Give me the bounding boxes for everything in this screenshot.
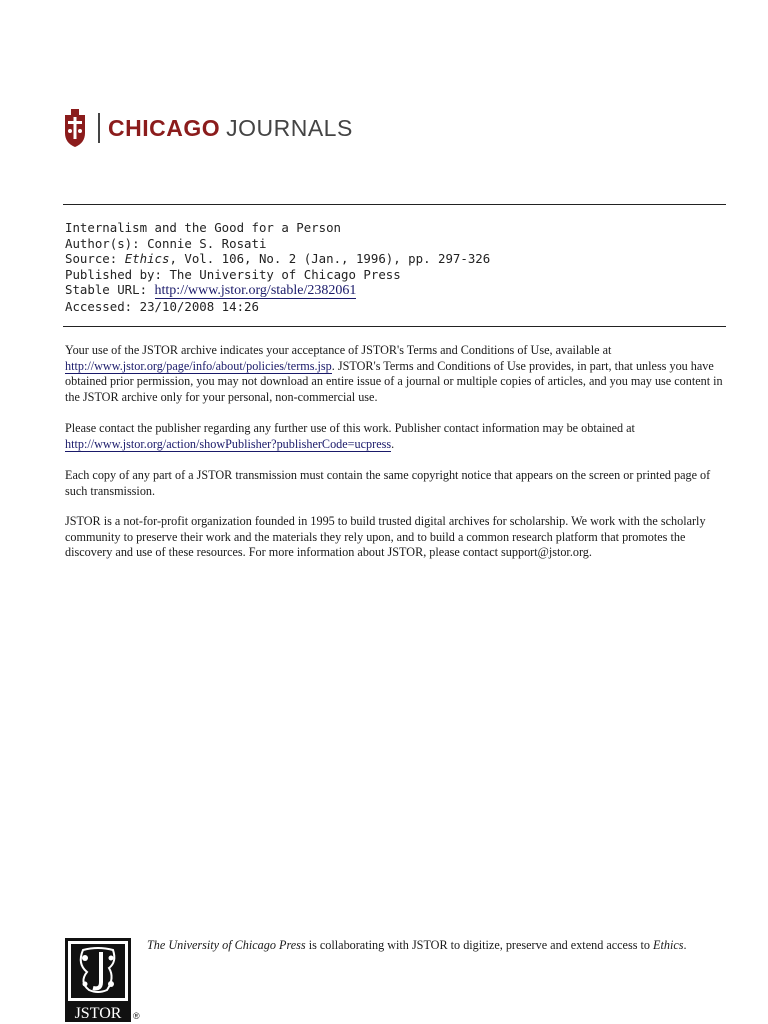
terms-text-a: Your use of the JSTOR archive indicates your acceptance of JSTOR's Terms and Conditions of Use, available at [65,343,612,357]
terms-link[interactable]: http://www.jstor.org/page/info/about/policies/terms.jsp [65,358,332,373]
press-name: The University of Chicago Press [147,938,306,952]
logo-divider [98,113,100,143]
source-row [65,251,490,267]
publisher-name: The University of Chicago Press [169,266,401,282]
source-label: Source: [65,251,118,266]
contact-paragraph [65,421,725,452]
logo-brand: CHICAGO [108,114,221,141]
stable-url-link[interactable]: http://www.jstor.org/stable/2382061 [154,283,357,298]
author-name: Connie S. Rosati [147,235,267,251]
source-details: , Vol. 106, No. 2 (Jan., 1996), pp. 297-326 [169,251,491,266]
chicago-journals-logo [62,101,357,155]
accessed-row [65,299,490,315]
stable-url-label: Stable URL: [65,282,148,297]
publisher-row [65,267,490,283]
source-journal: Ethics [124,251,170,266]
article-title: Internalism and the Good for a Person [65,220,342,235]
publisher-contact-link[interactable]: http://www.jstor.org/action/showPublisher?publisherCode=ucpress [65,436,392,451]
jstor-info-paragraph: JSTOR is a not-for-profit organization founded in 1995 to build trusted digital archives for scholarship. We work with the scholarly community to preserve their work and the materials they rely upon, and to build a common research platform that promotes the discovery and use of these resources. For more information about JSTOR, please contact support@jstor.org. [65,514,706,559]
contact-text-b: . [391,436,395,451]
journal-name: Ethics [653,938,684,952]
terms-paragraph [65,343,725,405]
logo-suffix: JOURNALS [226,114,353,141]
copyright-paragraph: Each copy of any part of a JSTOR transmission must contain the same copyright notice that appears on the screen or printed page of such transmission. [65,468,711,498]
accessed-label: Accessed: [65,298,133,314]
publisher-label: Published by: [65,266,162,282]
contact-text-a: Please contact the publisher regarding any further use of this work. Publisher contact information may be obtained at [65,421,635,435]
terms-text-b: . JSTOR's Terms and Conditions of Use provides, in part, that unless you have obtained prior permission, you may not download an entire issue of a journal or multiple copies of articles, and you may use content in the JSTOR archive only for your personal, non-commercial use. [65,358,723,404]
stable-url-row [65,282,490,299]
collaboration-notice [147,938,687,953]
accessed-date: 23/10/2008 14:26 [139,298,259,314]
jstor-logo-icon [65,938,131,1022]
top-rule [63,204,726,205]
collaboration-end: . [683,938,687,952]
university-shield-icon [62,107,88,149]
article-metadata [65,220,490,314]
meta-bottom-rule [63,326,726,327]
author-row [65,236,490,252]
collaboration-text: is collaborating with JSTOR to digitize, preserve and extend access to [305,938,654,952]
registered-mark: ® [133,1011,140,1021]
author-label: Author(s): [65,235,140,251]
jstor-logo-text: JSTOR [74,1005,122,1022]
